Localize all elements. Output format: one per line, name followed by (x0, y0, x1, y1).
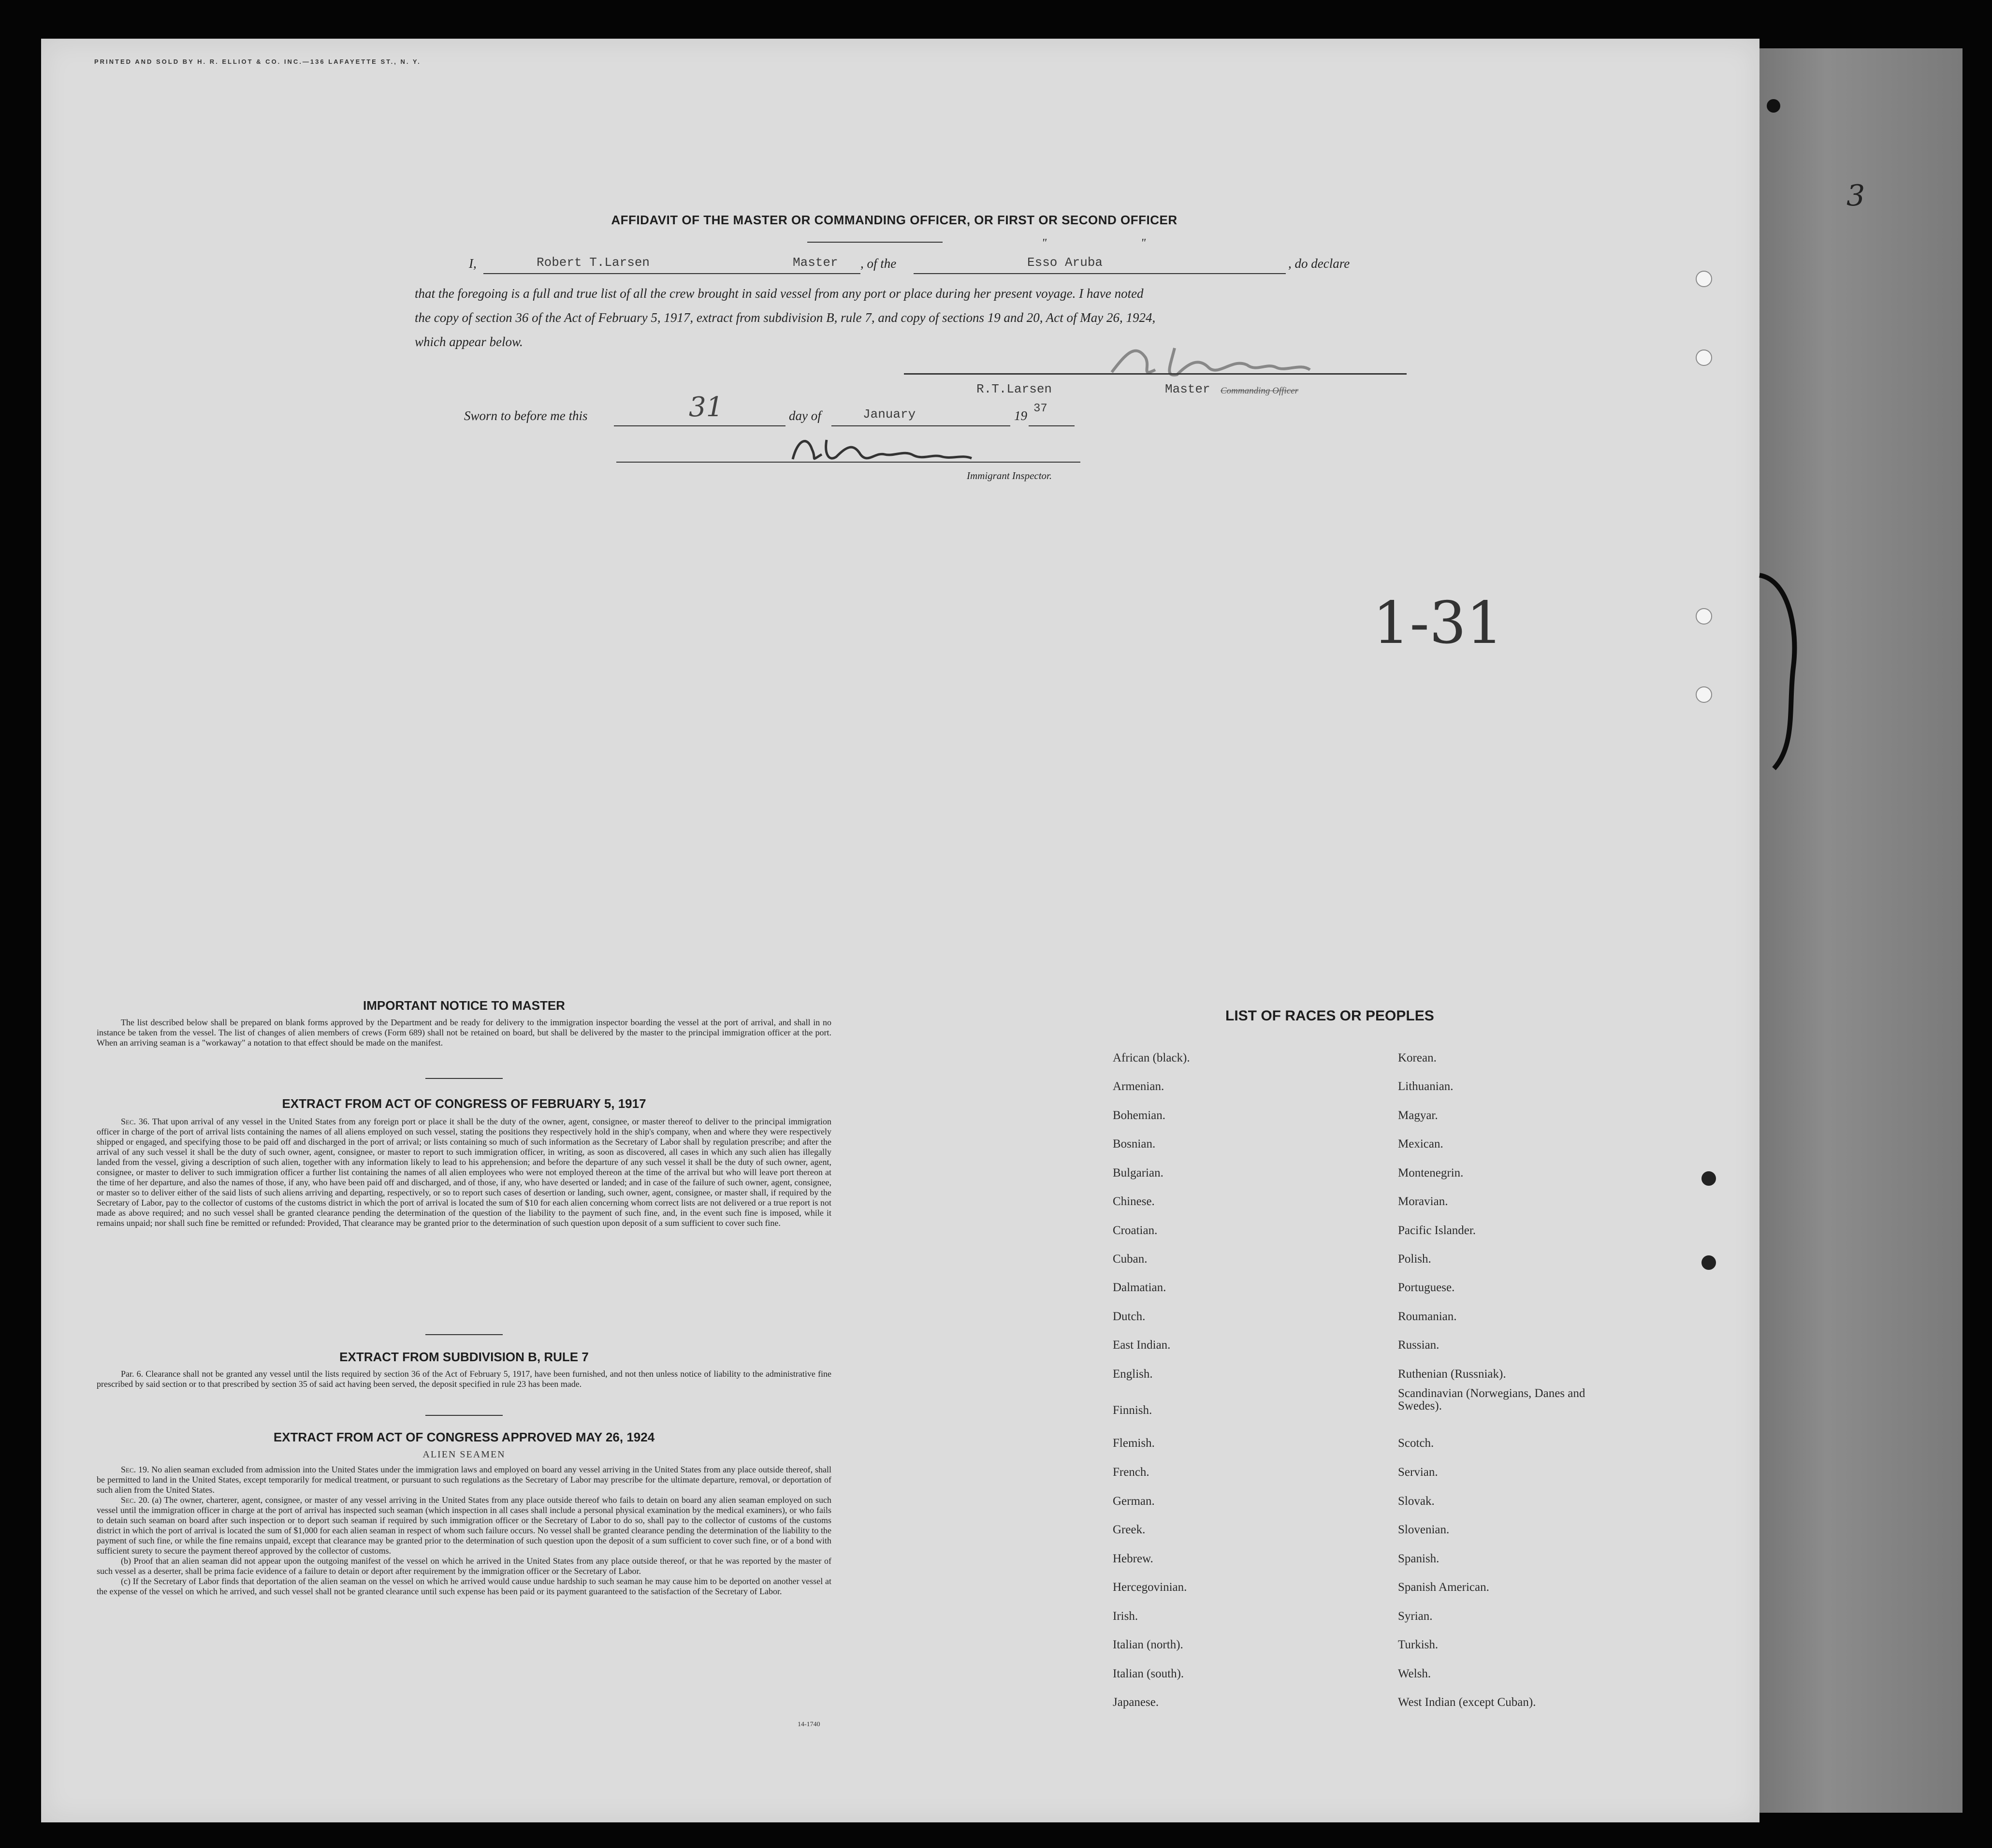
extract-1917-text: That upon arrival of any vessel in the United States from any foreign port or place it shall be the duty of the owner, agent, consignee, or master thereof to deliver to the principal immigration officer in charge of the port of arrival lists containing the names of all aliens employed on such vessel, stating the positions they respectively hold in the ship's company, when and where they were respectively shipped or engaged, and specifying those to be paid off and discharged in the port of arrival; or lists containing so much of such information as the Secretary of Labor shall by regulation prescribe; and after the arrival of any such vessel it shall be the duty of such owner, agent, consignee, or master to report to such immigration officer, in writing, as soon as discovered, all cases in which any such alien has illegally landed from the vessel, giving a description of such alien, together with any information likely to lead to his apprehension; and before the departure of any such vessel it shall be the duty of such owner, agent, consignee, or master to deliver to such immigration officer a further list containing the names of all alien employees who were not employed thereon at the time of the arrival but who will leave port thereon at the time of her departure, and also the names of those, if any, who have been paid off and discharged, and of those, if any, who have deserted or landed; and in case of the failure of such owner, agent, consignee, or master so to deliver either of the said lists of such aliens arriving and departing, respectively, or so to report such cases of desertion or landing, such owner, agent, consignee, or master shall, if required by the Secretary of Labor, pay to the collector of customs of the customs district in which the port of arrival is located the sum of $10 for each alien concerning whom correct lists are not delivered or a true report is not made as above required; and no such vessel shall be granted clearance pending the determination of the question of the liability to the payment of such fine, and, in the event such fine is imposed, while it remains unpaid; nor shall such fine be remitted or refunded: Provided, That clearance may be granted prior to the determination of such question upon deposit of a sum sufficient to cover such fine. (97, 1117, 831, 1228)
affidavit-line-1: that the foregoing is a full and true list of all the crew brought in said vessel from any port or place during her present voyage. I have noted (415, 286, 1144, 301)
extract-1917-body (97, 1117, 831, 1228)
race-item: Korean. (1398, 1051, 1437, 1064)
sworn-day: 31 (689, 392, 724, 423)
punch-hole (1696, 686, 1712, 703)
master-rank: Master (793, 255, 838, 270)
race-item: Slovak. (1398, 1495, 1435, 1508)
affidavit-line-2: the copy of section 36 of the Act of February 5, 1917, extract from subdivision B, rule 7, and copy of sections 19 and 20, Act of May 26, 1924, (415, 310, 1156, 325)
race-item: Croatian. (1113, 1224, 1158, 1237)
extract-1924-para (97, 1576, 831, 1597)
master-name: Robert T.Larsen (537, 255, 650, 270)
race-item: Portuguese. (1398, 1281, 1455, 1294)
master-signature (1092, 329, 1334, 392)
race-item: Italian (north). (1113, 1638, 1183, 1651)
extract-1924-body (97, 1465, 831, 1597)
rule7-label: Par. 6. (121, 1369, 144, 1379)
race-item: Dutch. (1113, 1310, 1146, 1323)
race-item: Lithuanian. (1398, 1080, 1454, 1093)
vessel-name: Esso Aruba (1027, 255, 1103, 270)
race-item: Syrian. (1398, 1610, 1433, 1623)
race-item: Japanese. (1113, 1696, 1159, 1709)
extract-1924-para (97, 1556, 831, 1576)
race-item: Spanish American. (1398, 1581, 1489, 1594)
race-item: Welsh. (1398, 1667, 1431, 1680)
sworn-label: Sworn to before me this (464, 408, 588, 423)
rule7-title: EXTRACT FROM SUBDIVISION B, RULE 7 (339, 1350, 589, 1364)
inspector-line (616, 462, 1080, 463)
signature-line (904, 373, 1407, 375)
race-item: Pacific Islander. (1398, 1224, 1476, 1237)
vessel-quote-open: " (1042, 237, 1047, 249)
extract-1924-para-text: (b) Proof that an alien seaman did not appear upon the outgoing manifest of the vessel on which he arrived in the United States from any place outside thereof, or that he was reported by the master of such vessel as a deserter, shall be prima facie evidence of a failure to detain or deport after requirement by the immigration officer or the Secretary of Labor. (97, 1556, 831, 1576)
notice-title: IMPORTANT NOTICE TO MASTER (363, 998, 565, 1013)
year-line (1029, 425, 1075, 426)
vessel-line (914, 273, 1286, 274)
race-item: Irish. (1113, 1610, 1138, 1623)
sworn-day-line (614, 425, 785, 426)
title-rule (807, 242, 943, 243)
margin-note-top-right: 3 (1847, 179, 1865, 213)
rule7-body (97, 1369, 831, 1389)
race-item: Scandinavian (Norwegians, Danes and Swedes). (1398, 1387, 1585, 1412)
extract-1924-para-label: Sec. 20. (121, 1495, 149, 1505)
year-suffix: 37 (1033, 402, 1047, 415)
signature-role: Master (1165, 382, 1210, 396)
section-rule (425, 1415, 503, 1416)
punch-hole (1696, 349, 1712, 366)
punch-hole (1701, 1255, 1716, 1270)
punch-hole (1696, 271, 1712, 287)
affidavit-title: AFFIDAVIT OF THE MASTER OR COMMANDING OFFICER, OR FIRST OR SECOND OFFICER (611, 213, 1178, 227)
inspector-label: Immigrant Inspector. (967, 470, 1052, 481)
race-item: East Indian. (1113, 1339, 1171, 1352)
race-item: Mexican. (1398, 1137, 1443, 1150)
race-item: Polish. (1398, 1252, 1431, 1266)
sworn-month: January (863, 407, 916, 422)
extract-1917-title: EXTRACT FROM ACT OF CONGRESS OF FEBRUARY 5, 1917 (282, 1096, 646, 1111)
section-rule (425, 1334, 503, 1335)
signature-role-struck: Commanding Officer (1221, 386, 1298, 396)
race-item: Hebrew. (1113, 1552, 1153, 1565)
name-line (483, 273, 860, 274)
race-item: Hercegovinian. (1113, 1581, 1187, 1594)
extract-1924-title: EXTRACT FROM ACT OF CONGRESS APPROVED MAY 26, 1924 (273, 1430, 655, 1444)
extract-1924-para-text: (a) The owner, charterer, agent, consignee, or master of any vessel arriving in the United States from any place outside thereof who fails to detain on board any alien seaman employed on such vessel until the immigration officer in charge at the port of arrival has inspected such seaman (which inspection in all cases shall include a personal physical examination by the medical examiners), or who fails to detain such seaman on board after such inspection or to deport such seaman if required by such immigration officer or the Secretary of Labor to do so, shall pay to the collector of customs of the customs district in which the port of arrival is located the sum of $1,000 for each alien seaman in respect of whom such failure occurs. No vessel shall be granted clearance pending the determination of the liability to the payment of such fine, or while the fine remains unpaid, except that clearance may be granted prior to the determination of such question upon the deposit of a sum sufficient to cover such fine, or of a bond with sufficient surety to secure the payment thereof approved by the collector of customs. (97, 1495, 831, 1556)
underlying-sheet (1735, 48, 1963, 1813)
race-item: Magyar. (1398, 1109, 1438, 1122)
race-item: Bosnian. (1113, 1137, 1156, 1150)
binder-string (1759, 570, 1803, 773)
affidavit-i-label: I, (469, 256, 477, 271)
race-item: Armenian. (1113, 1080, 1164, 1093)
race-item: Bulgarian. (1113, 1166, 1163, 1179)
affidavit-line-3: which appear below. (415, 335, 523, 349)
race-item: Roumanian. (1398, 1310, 1457, 1323)
race-item: Slovenian. (1398, 1523, 1450, 1536)
binder-hole (1767, 99, 1780, 113)
extract-1924-para-text: (c) If the Secretary of Labor finds that deportation of the alien seaman on the vessel on which he arrived would cause undue hardship to such seaman he may cause him to be deported on another vessel at the expense of the vessel on which he arrived, and such vessel shall not be granted clearance until such expense has been paid or its payment guaranteed to the satisfaction of the Secretary of Labor. (97, 1576, 831, 1596)
extract-1924-para (97, 1495, 831, 1556)
race-item: English. (1113, 1368, 1153, 1381)
race-item: Cuban. (1113, 1252, 1148, 1266)
race-item: Flemish. (1113, 1437, 1155, 1450)
race-item: African (black). (1113, 1051, 1190, 1064)
rule7-text: Clearance shall not be granted any vessel until the lists required by section 36 of the Act of February 5, 1917, have been furnished, and not then unless notice of liability to the administrative fine prescribed by said section or to that prescribed by section 35 of said act having been served, the deposit specified in rule 23 has been made. (97, 1369, 831, 1389)
printer-imprint: PRINTED AND SOLD BY H. R. ELLIOT & CO. INC.—136 LAFAYETTE ST., N. Y. (94, 58, 421, 65)
extract-1924-subtitle: ALIEN SEAMEN (422, 1449, 506, 1460)
punch-hole (1701, 1171, 1716, 1186)
race-item: Spanish. (1398, 1552, 1439, 1565)
notice-text: The list described below shall be prepared on blank forms approved by the Department and be ready for delivery to the immigration inspector boarding the vessel at the port of arrival, and shall in no instance be taken from the vessel. The list of changes of alien members of crews (Form 689) shall not be retained on board, but shall be delivered by the master to the principal immigration officer at the port. When an arriving seaman is a "workaway" a notation to that effect should be made on the manifest. (97, 1018, 831, 1048)
center-handwritten-note: 1-31 (1373, 590, 1503, 657)
race-item: Italian (south). (1113, 1667, 1184, 1680)
of-the-label: , of the (860, 256, 897, 271)
form-number: 14-1740 (798, 1721, 820, 1728)
race-item: French. (1113, 1466, 1149, 1479)
race-item: West Indian (except Cuban). (1398, 1696, 1536, 1709)
section-rule (425, 1078, 503, 1079)
race-item: Dalmatian. (1113, 1281, 1166, 1294)
day-of-label: day of (789, 408, 821, 423)
vessel-quote-close: " (1141, 237, 1146, 249)
extract-1924-para-text: No alien seaman excluded from admission into the United States under the immigration laws and employed on board any vessel arriving in the United States from any place outside thereof, shall be permitted to land in the United States, except temporarily for medical treatment, or pursuant to such regulations as the Secretary of Labor may prescribe for the ultimate departure, removal, or deportation of such alien from the United States. (97, 1465, 832, 1495)
race-item: Servian. (1398, 1466, 1438, 1479)
race-item: Ruthenian (Russniak). (1398, 1368, 1506, 1381)
extract-1917-label: Sec. 36. (121, 1117, 150, 1126)
race-item: Montenegrin. (1398, 1166, 1464, 1179)
race-item: German. (1113, 1495, 1155, 1508)
races-title: LIST OF RACES OR PEOPLES (1225, 1008, 1434, 1024)
signature-typed-name: R.T.Larsen (976, 382, 1052, 396)
race-item: Bohemian. (1113, 1109, 1166, 1122)
punch-hole (1696, 608, 1712, 625)
do-declare-label: , do declare (1288, 256, 1350, 271)
race-item: Russian. (1398, 1339, 1439, 1352)
year-prefix: 19 (1014, 408, 1027, 423)
race-item: Chinese. (1113, 1195, 1155, 1208)
extract-1924-para-label: Sec. 19. (121, 1465, 149, 1474)
race-item: Turkish. (1398, 1638, 1439, 1651)
extract-1924-para (97, 1465, 831, 1495)
race-item: Scotch. (1398, 1437, 1434, 1450)
race-item: Finnish. (1113, 1404, 1152, 1417)
race-item: Greek. (1113, 1523, 1146, 1536)
race-item: Moravian. (1398, 1195, 1448, 1208)
